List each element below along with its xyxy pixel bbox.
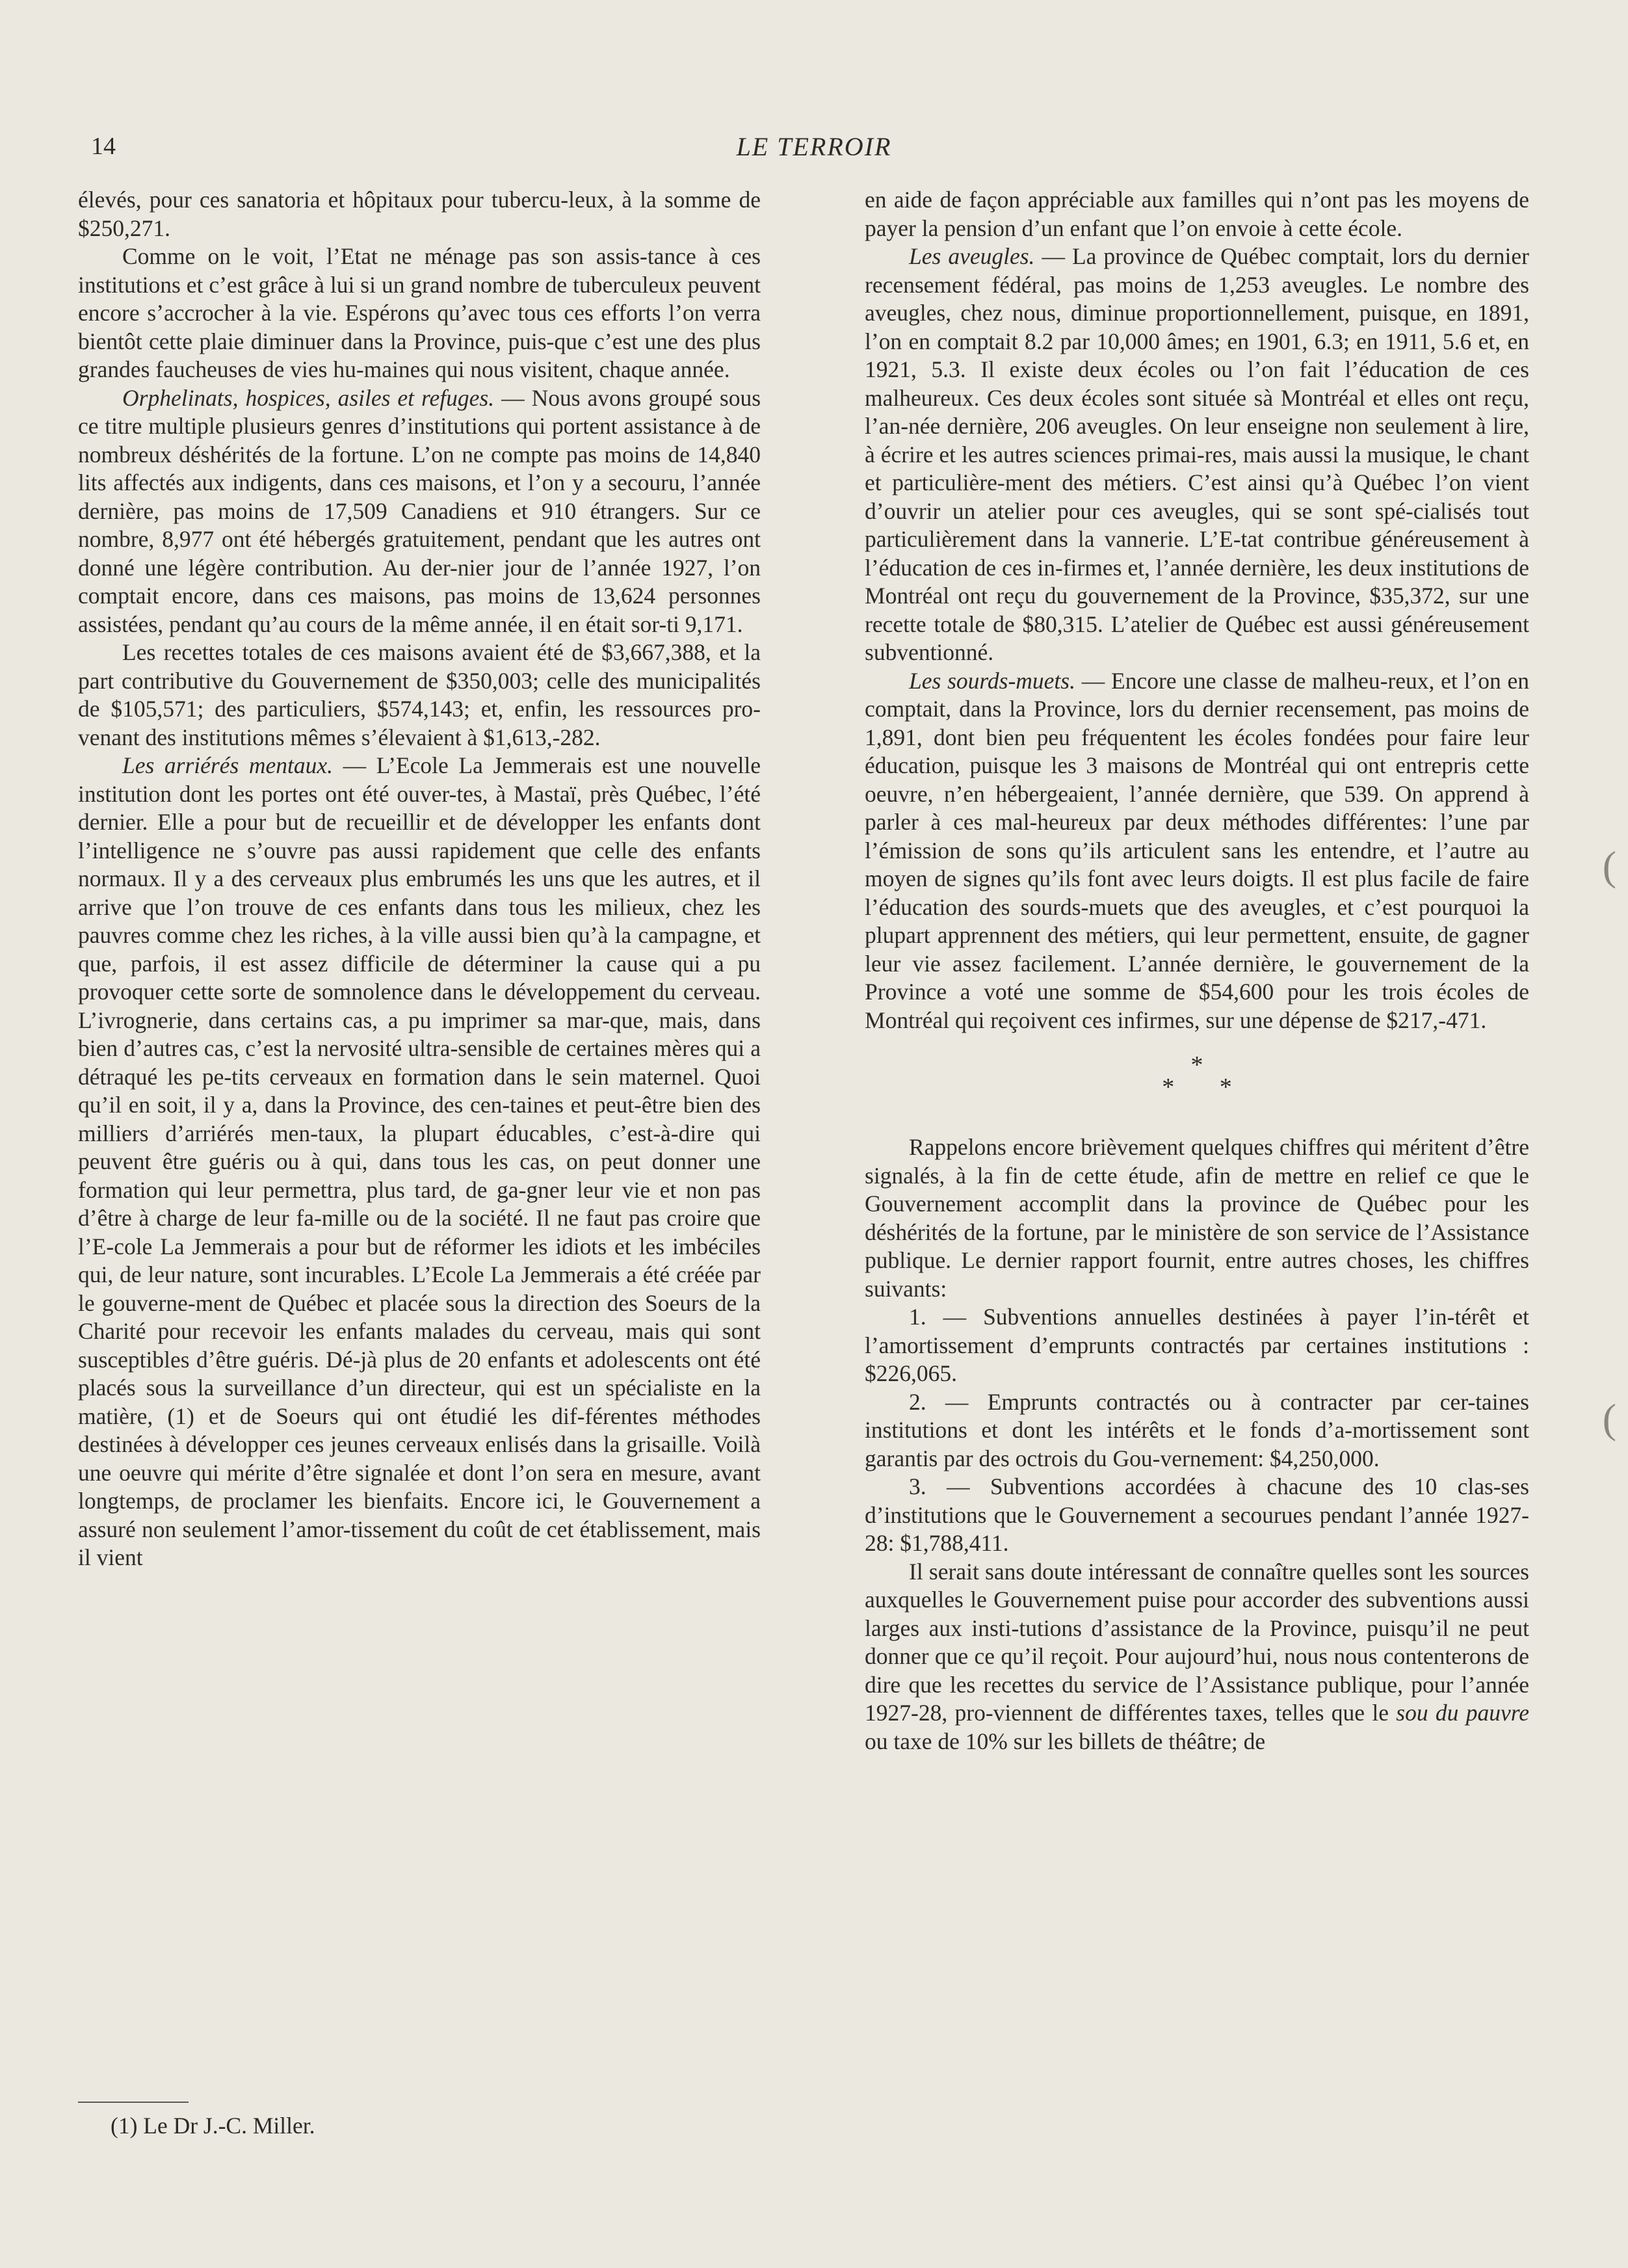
section-lead: Les aveugles. <box>909 243 1035 269</box>
asterism-bottom: * * <box>1162 1074 1252 1101</box>
paragraph-text: — Encore une classe de malheu-reux, et l’on en comptait, dans la Province, lors du dernier recensement, pas moins de 1,891, dont bien peu fréquentent les écoles fondées pour faire leur éducation, puisque les 3 maisons de Montréal qui ont entrepris cette oeuvre, n’en hébergeaient, l’année dernière, que 539. On apprend à parler à ces mal-heureux par deux méthodes différentes: l’une par l’émission de sons qu’ils articulent sans les entendre, et l’autre au moyen de signes qu’ils font avec leurs doigts. Il est plus facile de faire l’éducation des sourds-muets que des aveugles, et c’est pourquoi la plupart apprennent des métiers, qui leur permettent, ensuite, de gagner leur vie assez facilement. L’année dernière, le gouvernement de la Province a voté une somme de $54,600 pour les trois écoles de Montréal qui reçoivent ces infirmes, sur une dépense de $217,-471. <box>865 667 1529 1033</box>
section-lead: Les arriérés mentaux. <box>122 752 334 778</box>
binding-hole-mark: ( <box>1602 843 1616 889</box>
paragraph-text: — L’Ecole La Jemmerais est une nouvelle institution dont les portes ont été ouver-tes, à Mastaï, près Québec, l’été dernier. Elle a pour but de recueillir et de développer les enfants dont l’intelligence ne s’ouvre pas aussi rapidement que celle des enfants normaux. Il y a des cerveaux plus embrumés les uns que les autres, et il arrive que l’on trouve de ces enfants dans tous les milieux, chez les pauvres comme chez les riches, à la ville aussi bien qu’à la campagne, et que, parfois, il est assez difficile de déterminer la cause qui a pu provoquer cette sorte de somnolence dans le développement du cerveau. L’ivrognerie, dans certains cas, a pu imprimer sa mar-que, mais, dans bien d’autres cas, c’est la nervosité ultra-sensible de certaines mères qui a détraqué les pe-tits cerveaux en formation dans le sein maternel. Quoi qu’il en soit, il y a, dans la Province, des cen-taines et peut-être bien des milliers d’arriérés men-taux, la plupart éducables, c’est-à-dire qui peuvent être guéris ou à qui, dans tous les cas, on peut donner une formation qui leur permettra, plus tard, de ga-gner leur vie et non pas d’être à charge de leur fa-mille ou de la société. Il ne faut pas croire que l’E-cole La Jemmerais a pour but de réformer les idiots et les imbéciles qui, de leur nature, sont incurables. L’Ecole La Jemmerais a été créée par le gouverne-ment de Québec et placée sous la direction des Soeurs de la Charité pour recevoir les enfants malades du cerveau, mais qui sont susceptibles d’être guéris. Dé-jà plus de 20 enfants et adolescents ont été placés sous la surveillance d’un directeur, qui est un spécialiste en la matière, (1) et de Soeurs qui ont étudié les dif-férentes méthodes destinées à développer ces jeunes cerveaux enlisés dans la grisaille. Voilà une oeuvre qui mérite d’être signalée et dont l’on sera en mesure, avant longtemps, de proclamer les bienfaits. Encore ici, le Gouvernement a assuré non seulement l’amor-tissement du coût de cet établissement, mais il vient <box>78 752 761 1570</box>
paragraph-text: ou taxe de 10% sur les billets de théâtre; de <box>865 1728 1266 1754</box>
asterism-top: * <box>1190 1051 1203 1079</box>
footnote-rule <box>78 2102 189 2103</box>
list-item: 3. — Subventions accordées à chacune des 10 clas-ses d’institutions que le Gouvernement a secourues pendant l’année 1927-28: $1,788,411. <box>865 1473 1529 1556</box>
paragraph: élevés, pour ces sanatoria et hôpitaux pour tubercu-leux, à la somme de $250,271. <box>78 187 761 241</box>
list-item: 1. — Subventions annuelles destinées à payer l’in-térêt et l’amortissement d’emprunts contractés par certaines institutions : $226,065. <box>865 1304 1529 1386</box>
paragraph <box>78 384 761 639</box>
section-lead: Orphelinats, hospices, asiles et refuges. <box>122 384 495 411</box>
left-column <box>78 186 761 1572</box>
list-item: 2. — Emprunts contractés ou à contracter par cer-taines institutions et dont les intérêts et le fonds d’a-mortissement sont garantis par des octrois du Gou-vernement: $4,250,000. <box>865 1388 1529 1471</box>
right-column <box>865 186 1529 1756</box>
paragraph: Comme on le voit, l’Etat ne ménage pas son assis-tance à ces institutions et c’est grâce à lui si un grand nombre de tuberculeux peuvent encore s’accrocher à la vie. Espérons qu’avec tous ces efforts l’on verra bientôt cette plaie diminuer dans la Province, puis-que c’est une des plus grandes faucheuses de vies hu-maines qui nous visitent, chaque année. <box>78 243 761 382</box>
paragraph: Les recettes totales de ces maisons avaient été de $3,667,388, et la part contributive du Gouvernement de $350,003; celle des municipalités de $105,571; des particuliers, $574,143; et, enfin, les ressources pro-venant des institutions mêmes s’élevaient à $1,613,-282. <box>78 639 761 750</box>
binding-hole-mark: ( <box>1602 1395 1616 1442</box>
page-number: 14 <box>91 133 116 160</box>
paragraph <box>865 667 1529 1035</box>
paragraph <box>78 752 761 1572</box>
running-title: LE TERROIR <box>736 132 892 161</box>
section-lead: Les sourds-muets. <box>909 667 1075 694</box>
paragraph-text: — La province de Québec comptait, lors du dernier recensement fédéral, pas moins de 1,253 aveugles. Le nombre des aveugles, chez nous, diminue proportionnellement, puisque, en 1891, l’on en comptait 8.2 par 10,000 âmes; en 1901, 6.3; en 1911, 5.6 et, en 1921, 5.3. Il existe deux écoles ou l’on fait l’éducation de ces malheureux. Ces deux écoles sont située sà Montréal et elles ont reçu, l’an-née dernière, 206 aveugles. On leur enseigne non seulement à lire, à écrire et les autres sciences primai-res, mais aussi la musique, le chant et particulière-ment des métiers. C’est ainsi qu’à Québec l’on vient d’ouvrir un atelier pour ces aveugles, qui se sont spé-cialisés tout particulièrement dans la vannerie. L’E-tat contribue généreusement à l’éducation de ces in-firmes et, l’année dernière, les deux institutions de Montréal ont reçu du gouvernement de la Province, $35,372, sur une recette totale de $80,315. L’atelier de Québec est aussi généreusement subventionné. <box>865 243 1530 665</box>
footnote: (1) Le Dr J.-C. Miller. <box>111 2113 315 2139</box>
paragraph <box>865 1558 1529 1756</box>
section-separator <box>865 1051 1529 1101</box>
paragraph-text: Il serait sans doute intéressant de connaître quelles sont les sources auxquelles le Gouvernement puise pour accorder des subventions aussi larges aux insti-tutions d’assistance de la Province, puisqu’il ne peut donner que ce qu’il reçoit. Pour aujourd’hui, nous nous contenterons de dire que les recettes du service de l’Assistance publique, pour l’année 1927-28, pro-viennent de différentes taxes, telles que le <box>865 1558 1529 1726</box>
paragraph: en aide de façon appréciable aux familles qui n’ont pas les moyens de payer la pension d’un enfant que l’on envoie à cette école. <box>865 187 1529 241</box>
paragraph-text: — Nous avons groupé sous ce titre multiple plusieurs genres d’institutions qui portent assistance à de nombreux déshérités de la fortune. L’on ne compte pas moins de 14,840 lits affectés aux indigents, dans ces maisons, et l’on y a secouru, l’année dernière, pas moins de 17,509 Canadiens et 910 étrangers. Sur ce nombre, 8,977 ont été hébergés gratuitement, pendant que les autres ont donné une légère contribution. Au der-nier jour de l’année 1927, l’on comptait encore, dans ces maisons, pas moins de 13,624 personnes assistées, pendant qu’au cours de la même année, il en était sor-ti 9,171. <box>78 384 761 637</box>
paragraph <box>865 243 1529 667</box>
emphasis-text: sou du pauvre <box>1396 1700 1529 1726</box>
paragraph: Rappelons encore brièvement quelques chiffres qui méritent d’être signalés, à la fin de cette étude, afin de mettre en relief ce que le Gouvernement accomplit dans la province de Québec pour les déshérités de la fortune, par le ministère de son service de l’Assistance publique. Le dernier rapport fournit, entre autres choses, les chiffres suivants: <box>865 1134 1529 1302</box>
